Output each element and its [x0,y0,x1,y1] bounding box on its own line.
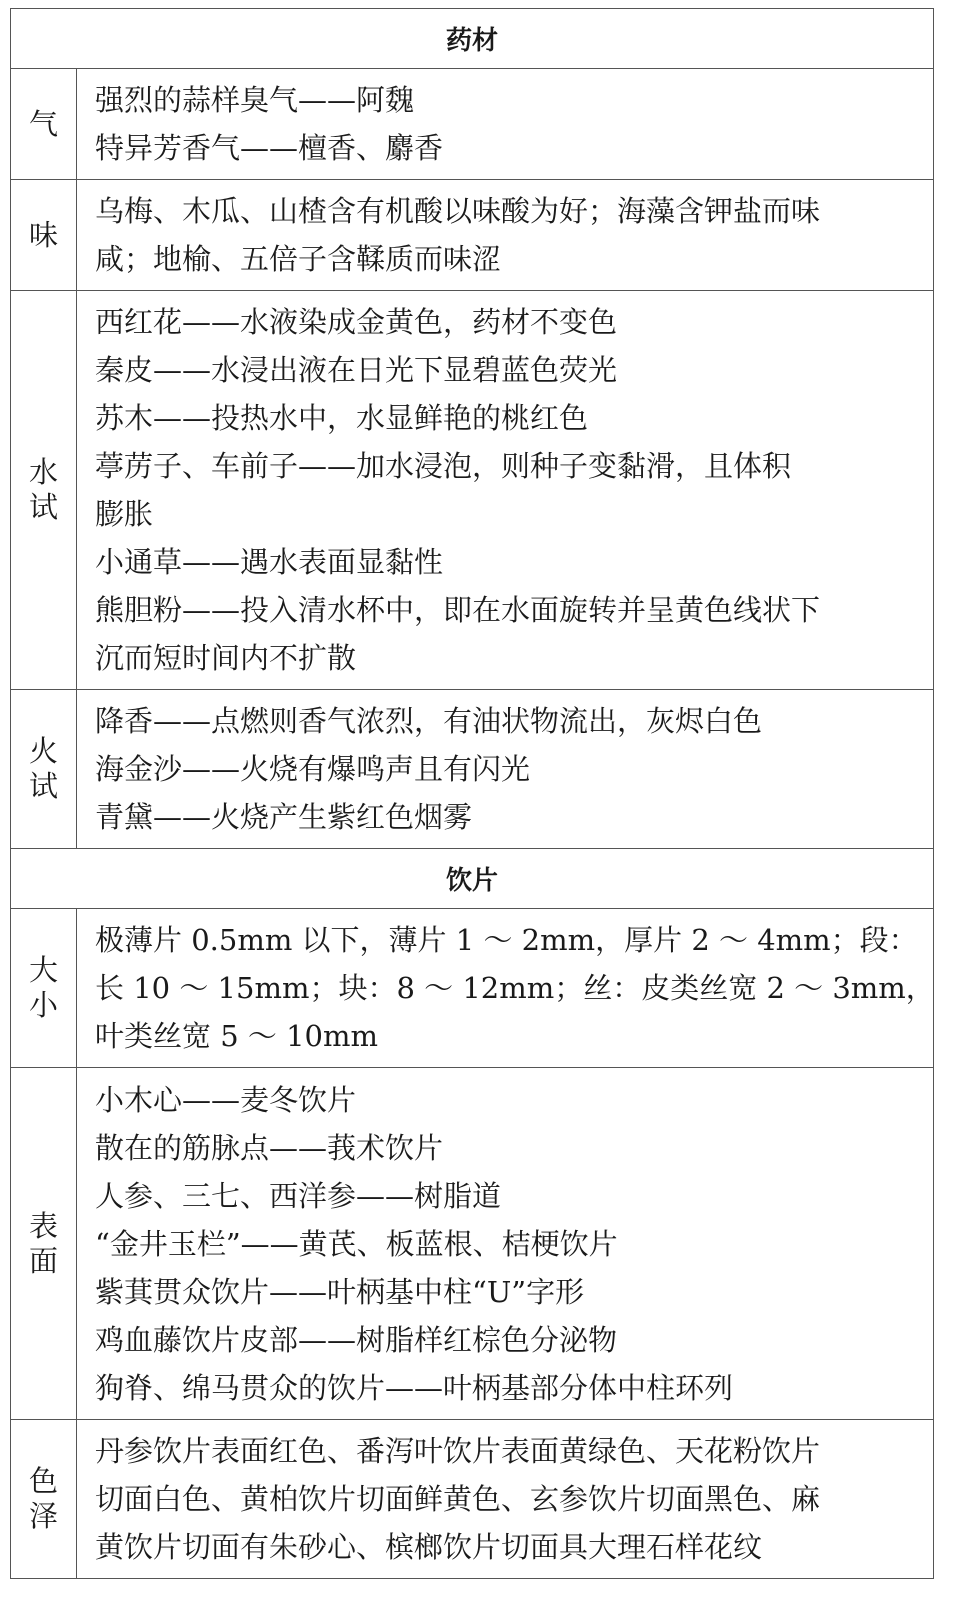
content-line: 黄饮片切面有朱砂心、槟榔饮片切面具大理石样花纹 [95,1530,763,1564]
content-line: 膨胀 [95,497,154,531]
category-label: 表面 [28,1208,58,1278]
content-cell [77,690,934,849]
content-line: 叶类丝宽 5 ～ 10mm [95,1019,379,1053]
content-line: 狗脊、绵马贯众的饮片——叶柄基部分体中柱环列 [95,1370,734,1405]
content-line: 降香——点燃则香气浓烈，有油状物流出，灰烬白色 [95,704,763,738]
content-cell [77,291,934,690]
category-cell [11,690,77,849]
table-row [11,909,934,1068]
content-line: 小通草——遇水表面显黏性 [95,545,444,579]
table-row [11,690,934,849]
content-line: 散在的筋脉点——莪术饮片 [95,1130,444,1165]
content-line: 沉而短时间内不扩散 [95,641,357,675]
content-line: 苏木——投热水中，水显鲜艳的桃红色 [95,401,589,435]
section-header-slices [11,849,934,909]
content-line: 乌梅、木瓜、山楂含有机酸以味酸为好；海藻含钾盐而味 [95,194,821,228]
content-line: 海金沙——火烧有爆鸣声且有闪光 [95,752,531,786]
category-label: 水试 [28,455,58,524]
content-line: 强烈的蒜样臭气——阿魏 [95,83,415,117]
category-cell: 气 [11,69,77,180]
category-cell: 味 [11,180,77,291]
category-cell [11,909,77,1068]
table-row [11,1068,934,1420]
section-title: 饮片 [11,849,934,909]
content-line: 西红花——水液染成金黄色，药材不变色 [95,305,618,339]
table-row [11,291,934,690]
content-line: 青黛——火烧产生紫红色烟雾 [95,800,473,834]
table [10,8,934,1579]
content-line: 鸡血藤饮片皮部——树脂样红棕色分泌物 [95,1322,618,1357]
content-line: 切面白色、黄柏饮片切面鲜黄色、玄参饮片切面黑色、麻 [95,1482,821,1516]
category-label: 色泽 [28,1464,58,1533]
content-line: 特异芳香气——檀香、麝香 [95,131,444,165]
section-title: 药材 [11,9,934,69]
content-line: 极薄片 0.5mm 以下，薄片 1 ～ 2mm，厚片 2 ～ 4mm；段： [95,923,918,957]
identification-table [10,8,934,1588]
content-line: 熊胆粉——投入清水杯中，即在水面旋转并呈黄色线状下 [95,593,821,627]
content-cell [77,1068,934,1420]
content-line: 长 10 ～ 15mm；块：8 ～ 12mm；丝：皮类丝宽 2 ～ 3mm， [95,971,935,1005]
content-cell [77,69,934,180]
content-line: 葶苈子、车前子——加水浸泡，则种子变黏滑，且体积 [95,449,792,483]
content-line: 秦皮——水浸出液在日光下显碧蓝色荧光 [95,353,618,387]
content-line: 人参、三七、西洋参——树脂道 [95,1178,502,1213]
category-label: 大小 [28,953,58,1022]
category-label: 火试 [28,734,58,803]
table-row [11,1420,934,1579]
content-line: 小木心——麦冬饮片 [95,1082,357,1117]
category-cell [11,1420,77,1579]
content-cell [77,1420,934,1579]
category-cell [11,1068,77,1420]
content-line: 紫萁贯众饮片——叶柄基中柱“U”字形 [95,1274,585,1309]
content-line: 丹参饮片表面红色、番泻叶饮片表面黄绿色、天花粉饮片 [95,1434,821,1468]
content-line: 咸；地榆、五倍子含鞣质而味涩 [95,242,502,276]
section-header-raw [11,9,934,69]
table-row [11,69,934,180]
content-cell [77,909,934,1068]
content-line: “金井玉栏”——黄芪、板蓝根、桔梗饮片 [95,1226,618,1261]
table-row [11,180,934,291]
category-cell [11,291,77,690]
content-cell [77,180,934,291]
